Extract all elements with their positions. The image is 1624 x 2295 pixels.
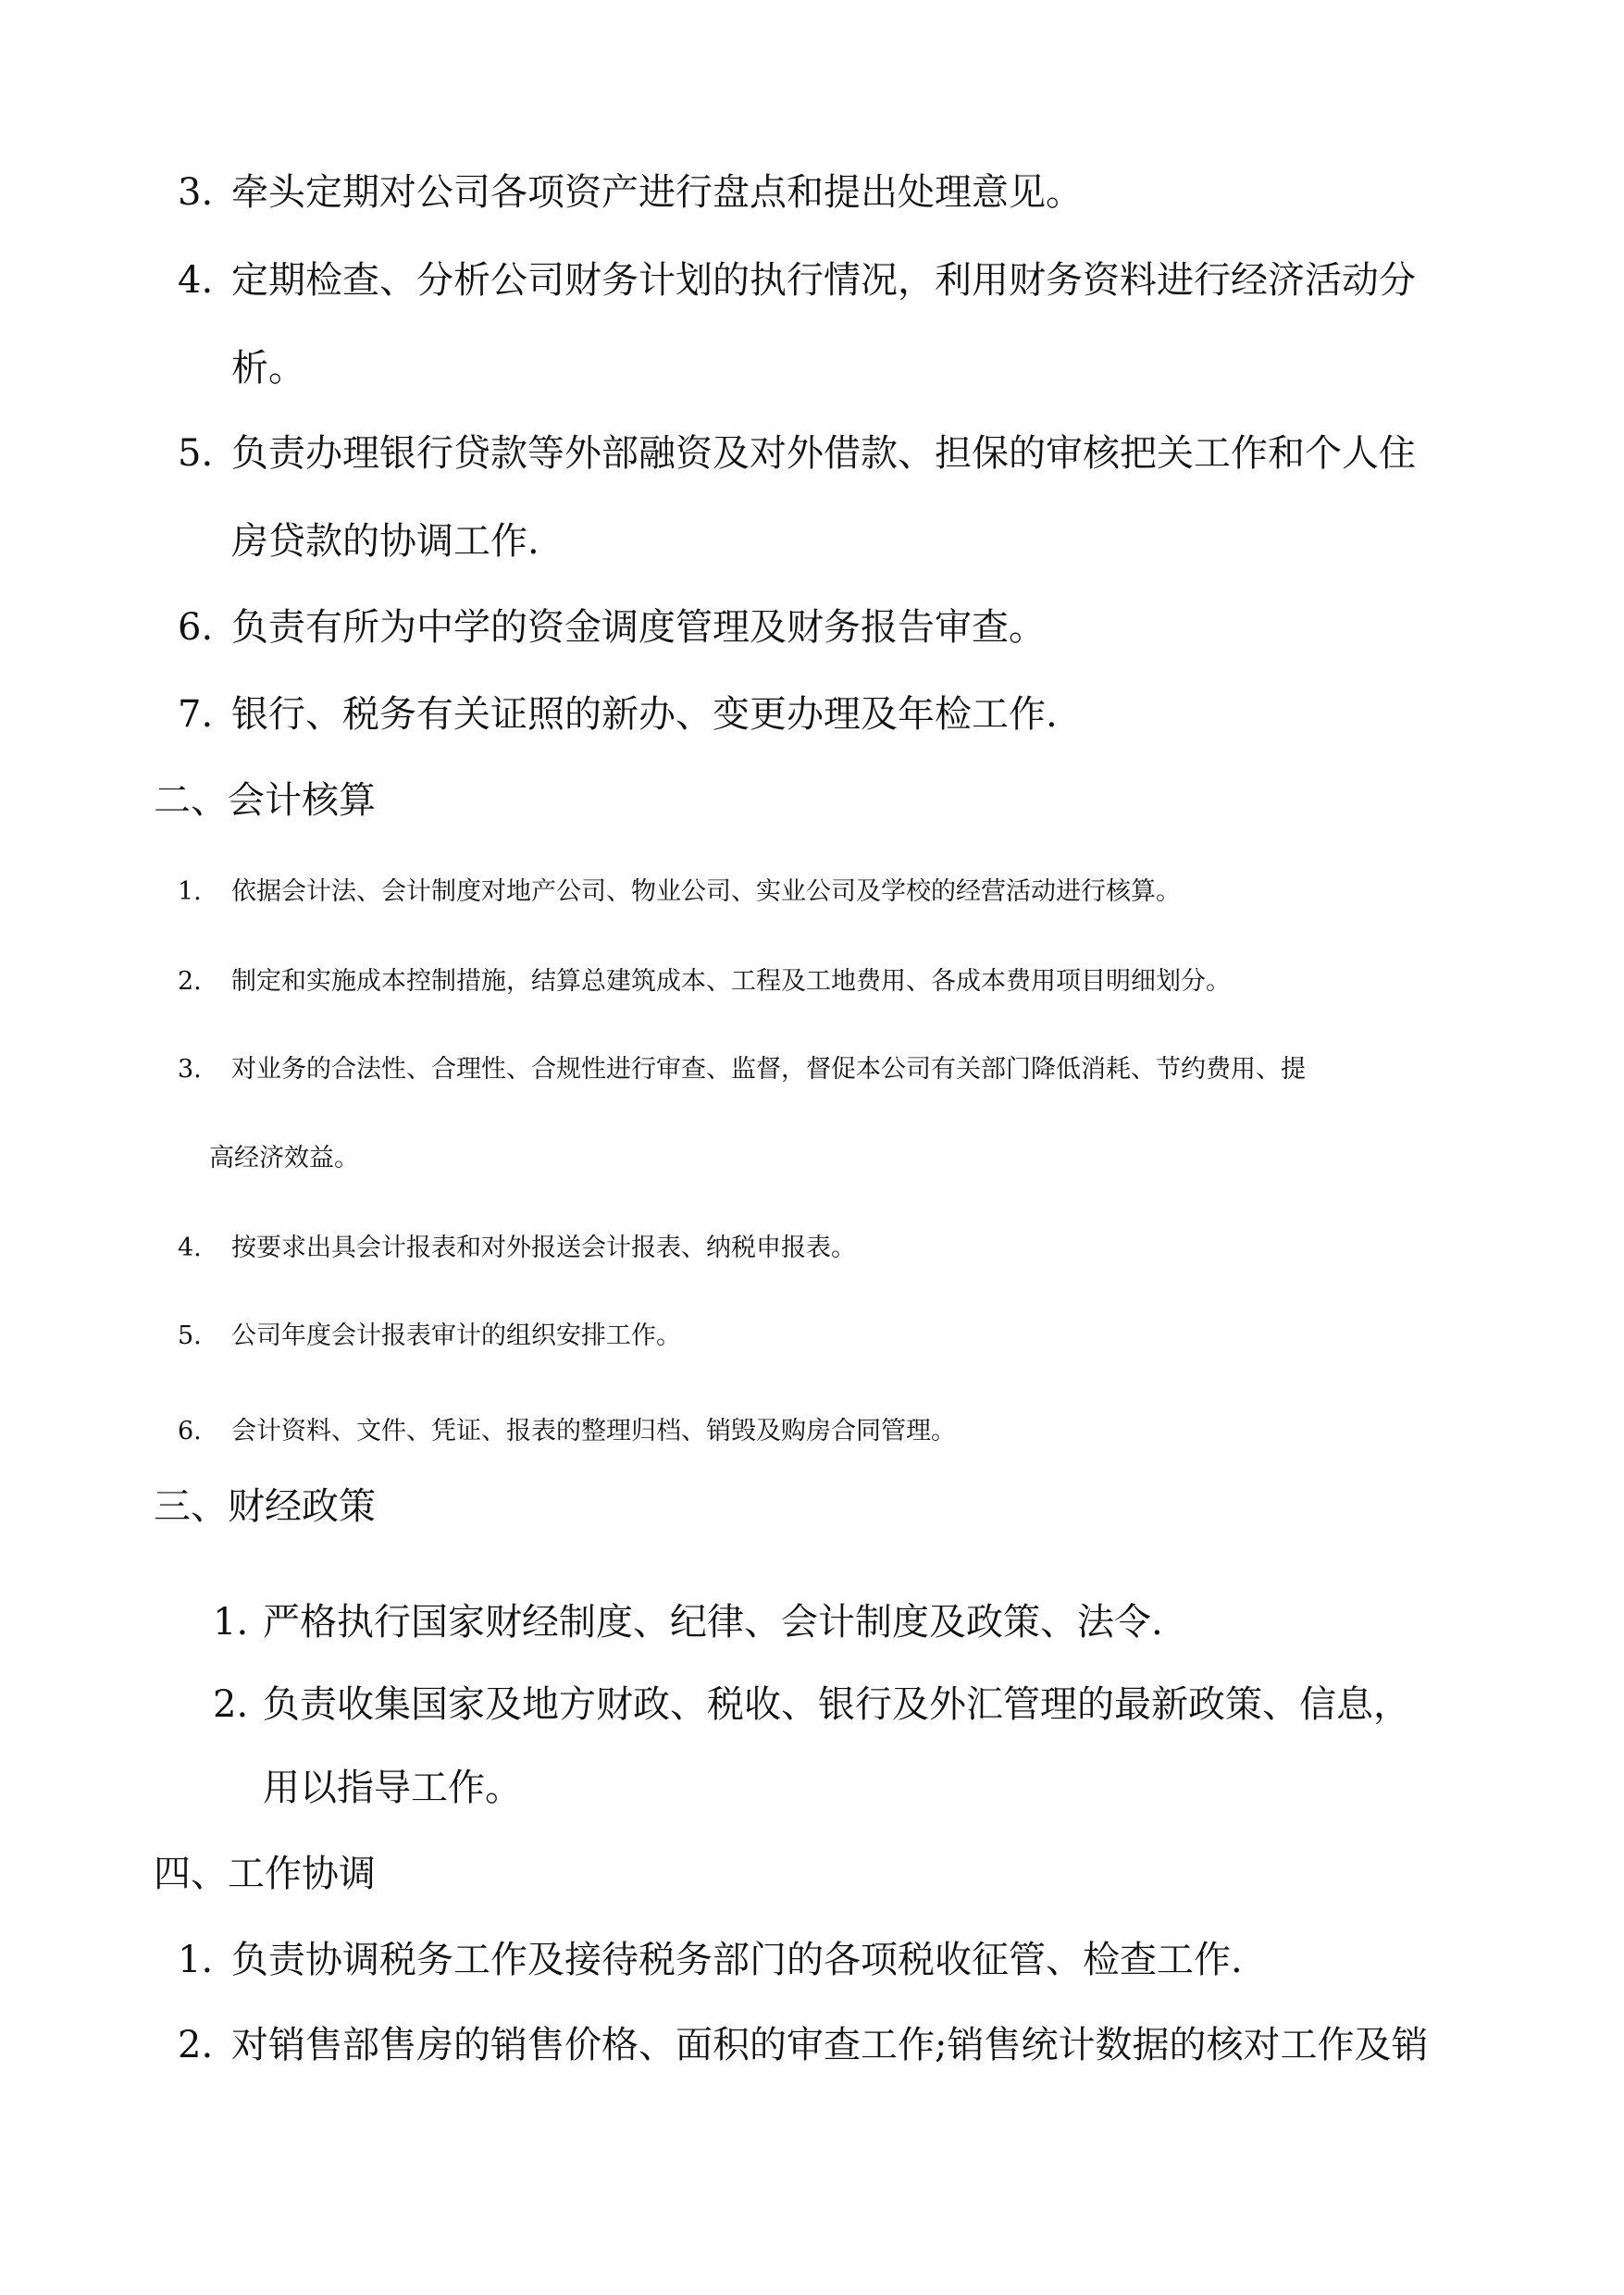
list-item-text: 对业务的合法性、合理性、合规性进行审查、监督，督促本公司有关部门降低消耗、节约费用、提 <box>231 1055 1306 1084</box>
list-item-number: 2. <box>178 2024 214 2066</box>
list-item-number: 3. <box>178 171 214 214</box>
list-item-text: 制定和实施成本控制措施，结算总建筑成本、工程及工地费用、各成本费用项目明细划分。 <box>231 967 1231 996</box>
list-item-text-continued: 用以指导工作。 <box>263 1767 522 1809</box>
list-item-text-continued: 析。 <box>231 347 305 390</box>
list-item-text: 按要求出具会计报表和对外报送会计报表、纳税申报表。 <box>231 1234 856 1262</box>
list-item-text-continued: 高经济效益。 <box>209 1144 359 1172</box>
list-item-number: 3. <box>178 1055 202 1084</box>
list-item-text: 会计资料、文件、凭证、报表的整理归档、销毁及购房合同管理。 <box>231 1417 956 1445</box>
list-item-text: 牵头定期对公司各项资产进行盘点和提出处理意见。 <box>231 171 1083 214</box>
list-item-number: 1. <box>178 877 202 906</box>
list-item-text: 公司年度会计报表审计的组织安排工作。 <box>231 1321 681 1350</box>
list-item-text: 定期检查、分析公司财务计划的执行情况，利用财务资料进行经济活动分 <box>231 259 1416 302</box>
section-heading: 三、财经政策 <box>154 1485 376 1528</box>
list-item-number: 2. <box>178 967 202 996</box>
list-item-text: 负责协调税务工作及接待税务部门的各项税收征管、检查工作. <box>231 1939 1243 1981</box>
section-heading: 四、工作协调 <box>154 1853 376 1895</box>
list-item-text: 负责有所为中学的资金调度管理及财务报告审查。 <box>231 606 1046 649</box>
list-item-number: 6. <box>178 606 214 649</box>
section-heading: 二、会计核算 <box>154 779 376 822</box>
list-item-text: 依据会计法、会计制度对地产公司、物业公司、实业公司及学校的经营活动进行核算。 <box>231 877 1181 906</box>
list-item-number: 1. <box>178 1939 214 1981</box>
list-item-text: 负责办理银行贷款等外部融资及对外借款、担保的审核把关工作和个人住 <box>231 432 1416 475</box>
list-item-number: 1. <box>213 1601 249 1644</box>
list-item-number: 4. <box>178 1234 202 1262</box>
list-item-text-continued: 房贷款的协调工作. <box>231 520 539 563</box>
list-item-text: 负责收集国家及地方财政、税收、银行及外汇管理的最新政策、信息， <box>263 1683 1410 1726</box>
list-item-number: 6. <box>178 1417 202 1445</box>
list-item-text: 严格执行国家财经制度、纪律、会计制度及政策、法令. <box>263 1601 1163 1644</box>
list-item-number: 5. <box>178 432 214 475</box>
list-item-number: 2. <box>213 1683 249 1726</box>
list-item-text: 对销售部售房的销售价格、面积的审查工作;销售统计数据的核对工作及销 <box>231 2024 1429 2066</box>
list-item-number: 7. <box>178 693 214 736</box>
list-item-number: 5. <box>178 1321 202 1350</box>
list-item-text: 银行、税务有关证照的新办、变更办理及年检工作. <box>231 693 1058 736</box>
list-item-number: 4. <box>178 259 214 302</box>
